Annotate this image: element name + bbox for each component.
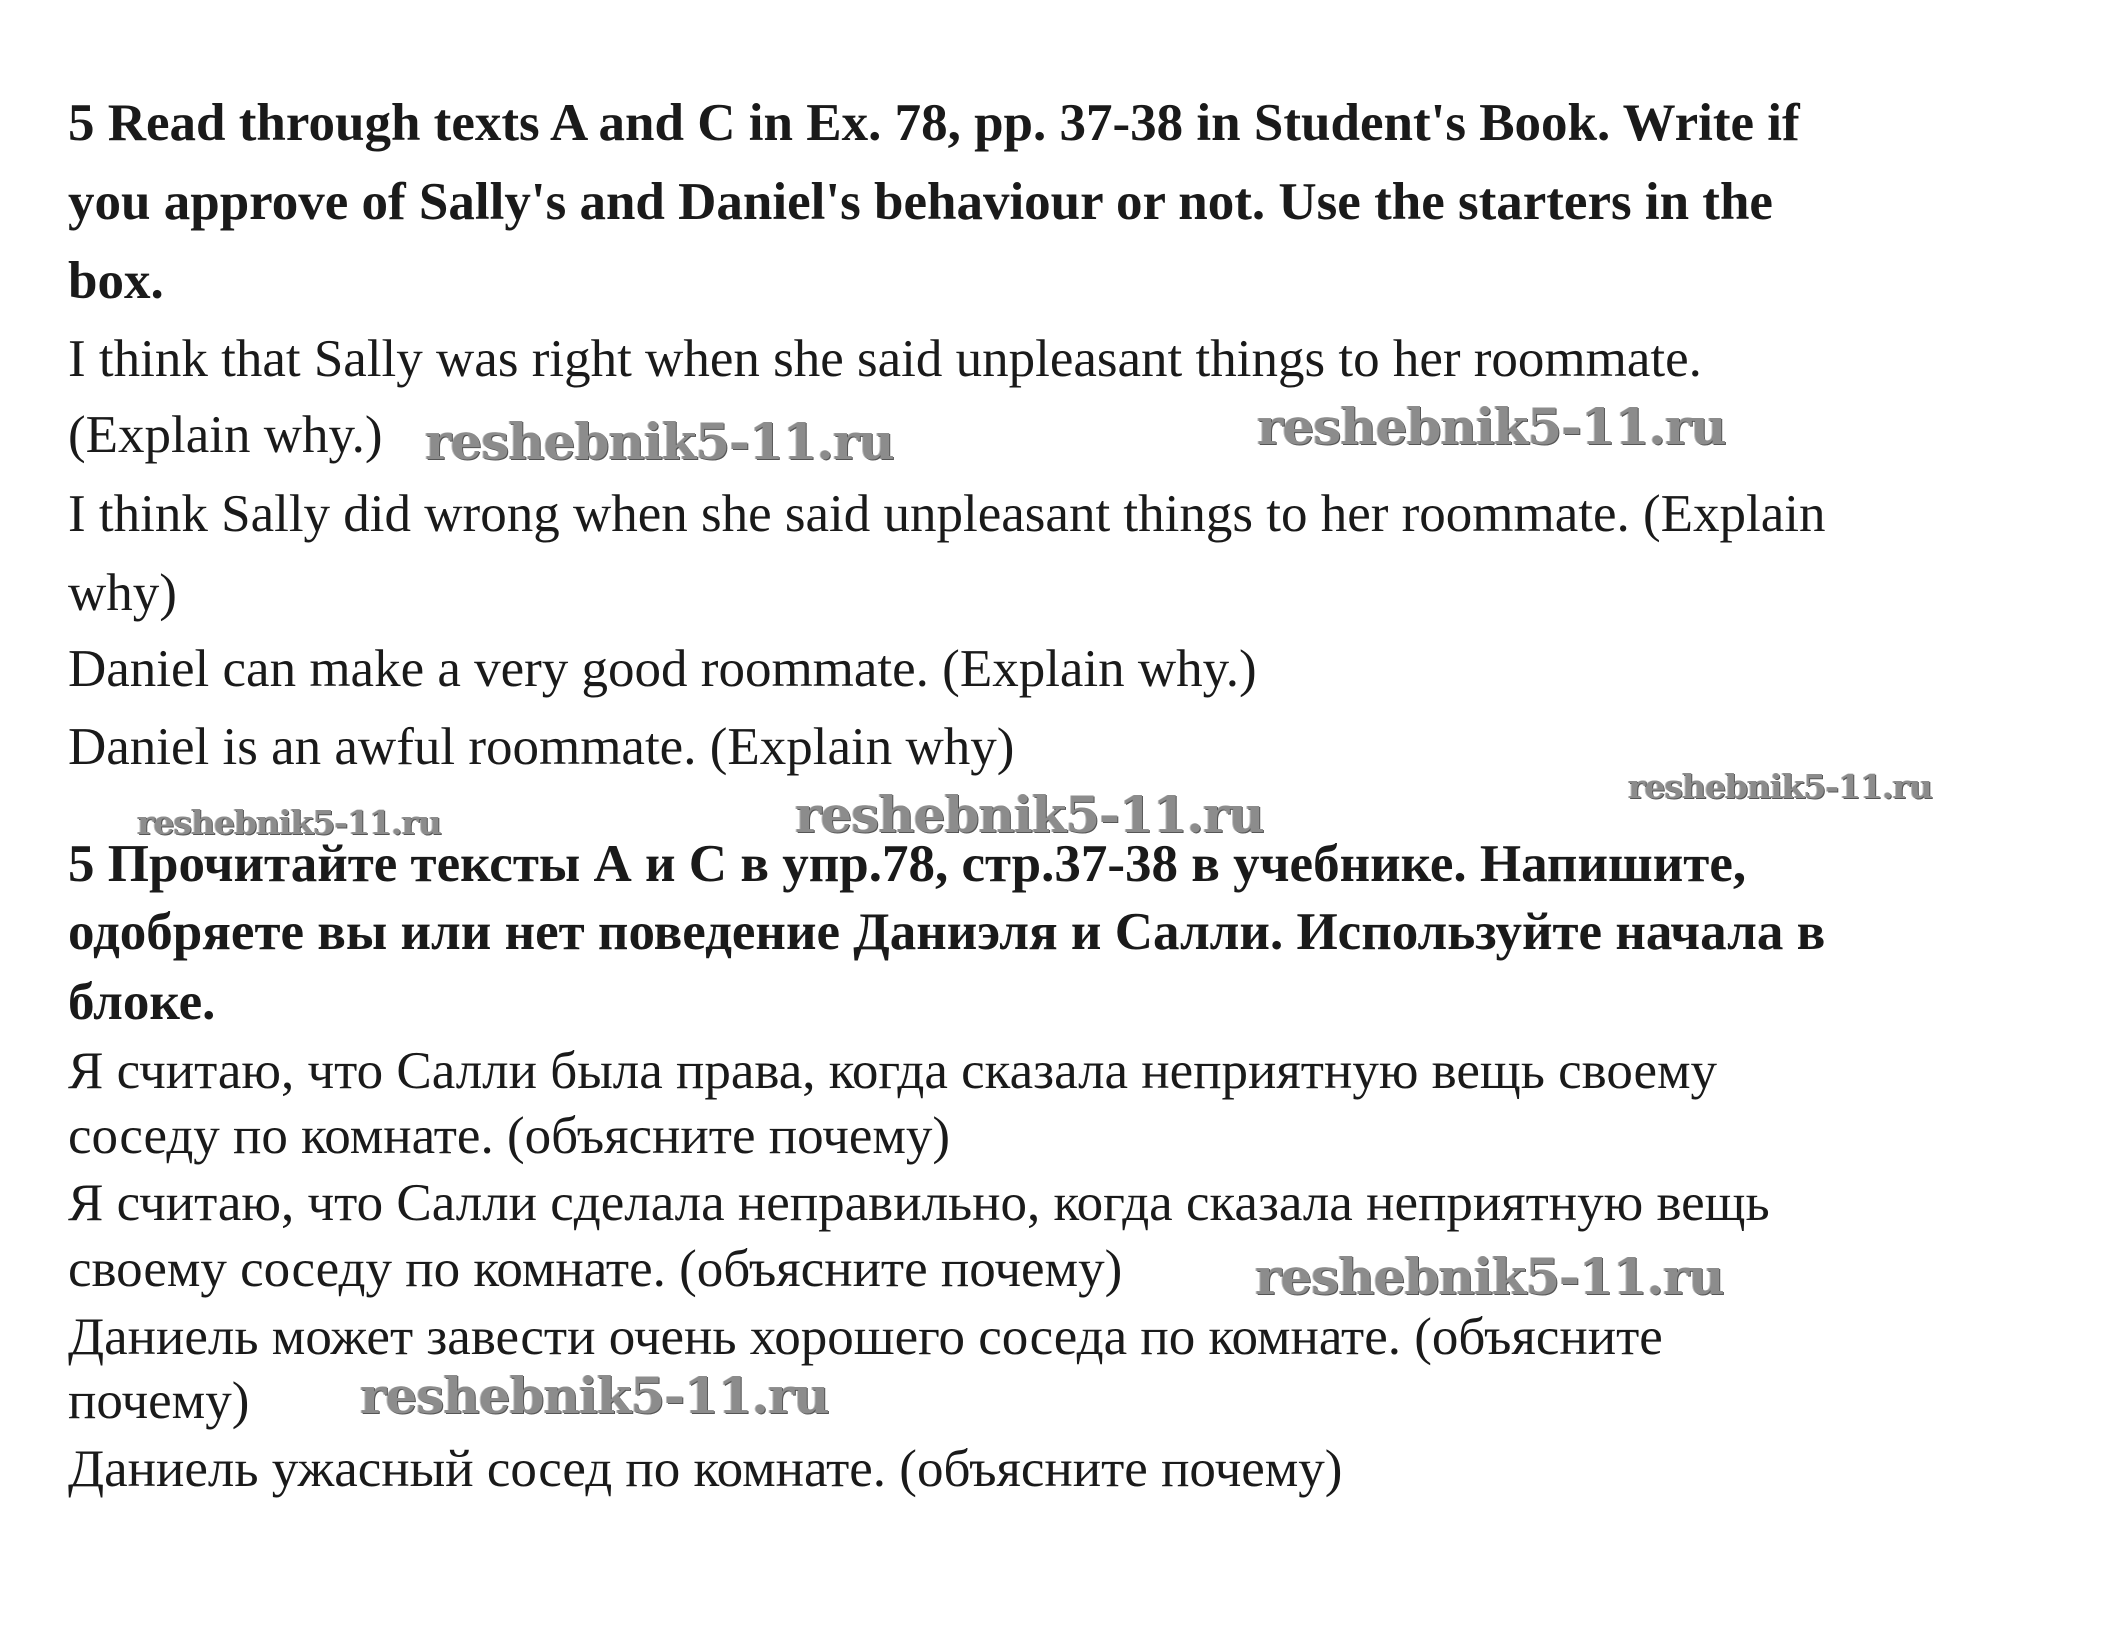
russian-task-line-3: блоке. <box>68 973 216 1031</box>
russian-starter-line-1: Я считаю, что Салли была права, когда сказала неприятную вещь своему <box>68 1042 1718 1100</box>
english-starter-line-4: why) <box>68 564 177 622</box>
watermark: reshebnik5-11.ru <box>1257 397 1726 456</box>
english-starter-line-3: I think Sally did wrong when she said unpleasant things to her roommate. (Explain <box>68 485 1826 543</box>
watermark: reshebnik5-11.ru <box>425 412 894 471</box>
english-task-line-3: box. <box>68 252 164 310</box>
english-starter-line-5: Daniel can make a very good roommate. (Explain why.) <box>68 640 1257 698</box>
russian-starter-line-5: Даниель может завести очень хорошего соседа по комнате. (объясните <box>68 1308 1663 1366</box>
watermark: reshebnik5-11.ru <box>1628 767 1932 806</box>
russian-starter-line-6: почему) <box>68 1372 250 1430</box>
english-starter-line-6: Daniel is an awful roommate. (Explain why) <box>68 718 1015 776</box>
english-task-line-2: you approve of Sally's and Daniel's behaviour or not. Use the starters in the <box>68 173 1773 231</box>
russian-starter-line-2: соседу по комнате. (объясните почему) <box>68 1107 951 1165</box>
watermark: reshebnik5-11.ru <box>137 803 441 842</box>
english-starter-line-1: I think that Sally was right when she said unpleasant things to her roommate. <box>68 330 1702 388</box>
russian-starter-line-7: Даниель ужасный сосед по комнате. (объясните почему) <box>68 1440 1343 1498</box>
russian-starter-line-3: Я считаю, что Салли сделала неправильно, когда сказала неприятную вещь <box>68 1174 1770 1232</box>
english-task-line-1: 5 Read through texts A and C in Ex. 78, pp. 37-38 in Student's Book. Write if <box>68 94 1800 152</box>
russian-starter-line-4: своему соседу по комнате. (объясните почему) <box>68 1240 1123 1298</box>
russian-task-line-2: одобряете вы или нет поведение Даниэля и Салли. Используйте начала в <box>68 903 1826 961</box>
english-starter-line-2: (Explain why.) <box>68 406 383 464</box>
watermark: reshebnik5-11.ru <box>1255 1247 1724 1306</box>
watermark: reshebnik5-11.ru <box>795 785 1264 844</box>
watermark: reshebnik5-11.ru <box>360 1366 829 1425</box>
russian-task-line-1: 5 Прочитайте тексты А и С в упр.78, стр.37-38 в учебнике. Напишите, <box>68 835 1747 893</box>
